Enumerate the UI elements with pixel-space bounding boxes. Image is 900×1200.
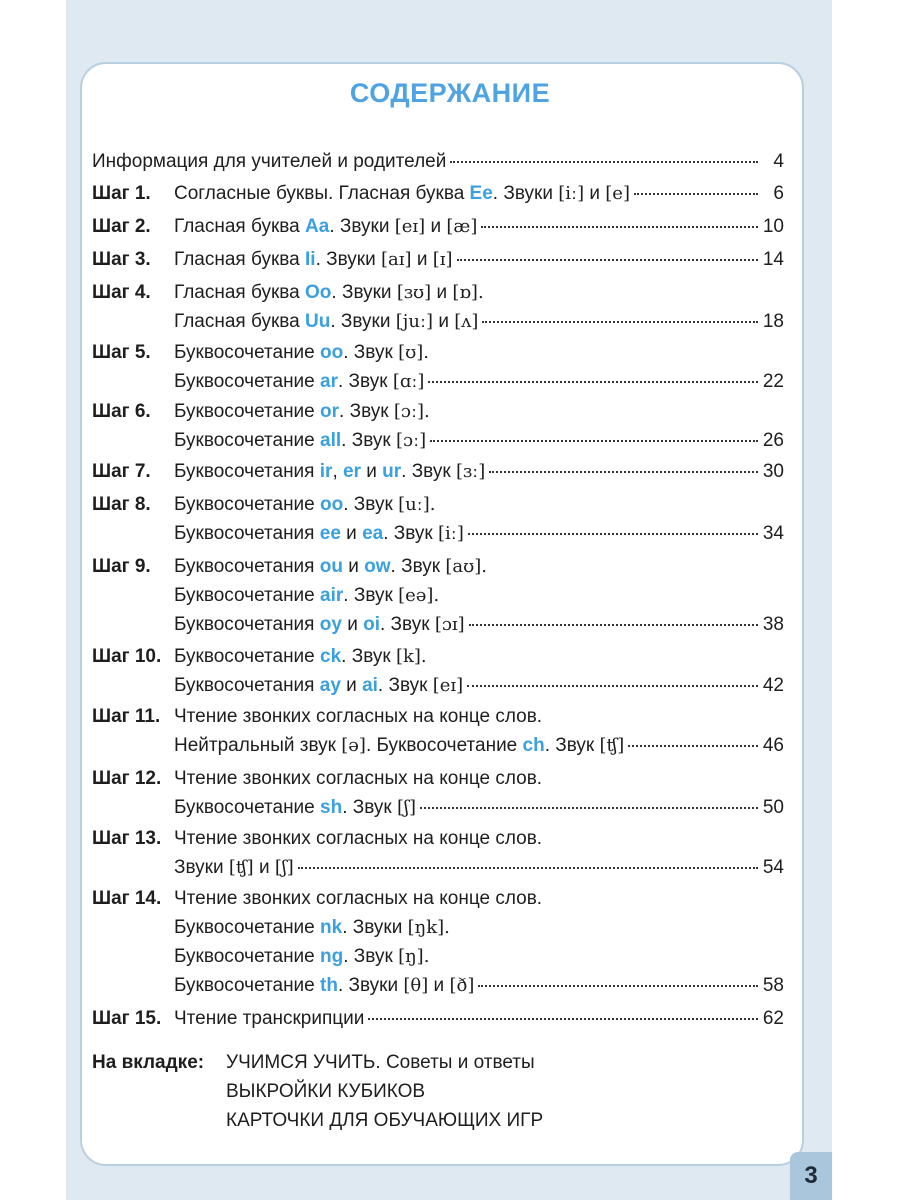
toc-entry-text: Гласная буква Uu. Звуки [juː] и [ʌ] [174, 311, 479, 332]
step-label: Шаг 7. [92, 461, 151, 482]
toc-entry-text: Буквосочетание ck. Звук [k]. [174, 646, 427, 667]
toc-entry-text: Буквосочетание ng. Звук [ŋ]. [174, 946, 430, 967]
leader-dots [368, 1018, 758, 1020]
page-ref: 6 [773, 183, 784, 204]
toc-entry-step-14 [92, 888, 784, 918]
step-label: Шаг 3. [92, 249, 151, 270]
toc-entry-text: Чтение звонких согласных на конце слов. [174, 828, 543, 849]
page-ref: 30 [762, 461, 784, 482]
toc-entry-step-9-cont2 [92, 614, 784, 644]
leader-dots [428, 381, 758, 383]
page-ref: 26 [762, 430, 784, 451]
step-label: Шаг 8. [92, 494, 151, 515]
step-label: Шаг 12. [92, 768, 162, 789]
step-label: Шаг 11. [92, 706, 161, 727]
toc-entry-text: Согласные буквы. Гласная буква Ee. Звуки [iː] и [e] [174, 183, 630, 204]
toc-entry-text: Буквосочетания ee и ea. Звук [iː] [174, 523, 464, 544]
page-ref: 34 [762, 523, 784, 544]
toc-entry-text: Буквосочетание ar. Звук [ɑː] [174, 371, 425, 392]
toc-entry-text: Чтение звонких согласных на конце слов. [174, 768, 543, 789]
leader-dots [420, 807, 758, 809]
toc-entry-text: Буквосочетания ay и ai. Звук [eɪ] [174, 675, 464, 696]
toc-entry-step-11 [92, 706, 784, 736]
page-ref: 54 [762, 857, 784, 878]
toc-entry-step-8-cont [92, 523, 784, 553]
toc-entry-step-12-cont [92, 797, 784, 827]
leader-dots [450, 161, 758, 163]
toc-entry-text: Буквосочетание oo. Звук [ʊ]. [174, 342, 429, 363]
page-number-tab [790, 1152, 832, 1200]
toc-entry-step-4-cont [92, 311, 784, 341]
leader-dots [467, 685, 758, 687]
toc-entry-step-14-cont3 [92, 975, 784, 1005]
toc-entry-step-9-cont1 [92, 585, 784, 615]
page-ref: 38 [762, 614, 784, 635]
toc-entry-step-4 [92, 282, 784, 312]
toc-entry-text: Информация для учителей и родителей [92, 151, 447, 172]
toc-entry-text: Буквосочетание all. Звук [ɔː] [174, 430, 427, 451]
toc-entry-text: Буквосочетания ou и ow. Звук [aʊ]. [174, 556, 488, 577]
page-ref: 4 [773, 151, 784, 172]
toc-entry-text: Гласная буква Aa. Звуки [eɪ] и [æ] [174, 216, 478, 237]
leader-dots [628, 745, 758, 747]
step-label: Шаг 14. [92, 888, 162, 909]
toc-entry-text: Буквосочетание oo. Звук [uː]. [174, 494, 436, 515]
toc-entry-step-14-cont2 [92, 946, 784, 976]
step-label: Шаг 1. [92, 183, 151, 204]
toc-entry-text: Гласная буква Oo. Звуки [ɜʊ] и [ɒ]. [174, 282, 484, 303]
page-number: 3 [804, 1162, 818, 1189]
toc-entry-step-3 [92, 249, 784, 279]
toc-entry-step-1 [92, 183, 784, 213]
toc-entry-text: Гласная буква Ii. Звуки [aɪ] и [ɪ] [174, 249, 453, 270]
leader-dots [481, 226, 758, 228]
insert-item: УЧИМСЯ УЧИТЬ. Советы и ответы [226, 1052, 535, 1073]
leader-dots [469, 624, 758, 626]
insert-item: ВЫКРОЙКИ КУБИКОВ [226, 1081, 426, 1102]
page-ref: 10 [762, 216, 784, 237]
toc-entry-step-12 [92, 768, 784, 798]
toc-entry-step-10-cont [92, 675, 784, 705]
step-label: Шаг 9. [92, 556, 151, 577]
page-ref: 42 [762, 675, 784, 696]
page-ref: 50 [762, 797, 784, 818]
toc-entry-step-15 [92, 1008, 784, 1038]
toc-entry-text: Чтение транскрипции [174, 1008, 365, 1029]
toc-entry-step-14-cont1 [92, 917, 784, 947]
toc-entry-text: Буквосочетание or. Звук [ɔː]. [174, 401, 430, 422]
toc-entry-step-8 [92, 494, 784, 524]
toc-entry-text: Звуки [ʧ] и [ʃ] [174, 857, 294, 878]
toc-entry-text: Буквосочетания oy и oi. Звук [ɔɪ] [174, 614, 465, 635]
toc-entry-step-11-cont [92, 735, 784, 765]
toc-entry-text: Буквосочетание sh. Звук [ʃ] [174, 797, 416, 818]
toc-entry-step-6 [92, 401, 784, 431]
toc-entry-text: Буквосочетание nk. Звуки [ŋk]. [174, 917, 450, 938]
step-label: Шаг 4. [92, 282, 151, 303]
toc-entry-text: Буквосочетание air. Звук [eə]. [174, 585, 440, 606]
toc-entry-text: Чтение звонких согласных на конце слов. [174, 888, 543, 909]
toc-entry-step-2 [92, 216, 784, 246]
toc-entry-intro [92, 151, 784, 181]
step-label: Шаг 5. [92, 342, 151, 363]
page-ref: 22 [762, 371, 784, 392]
toc-entry-step-5 [92, 342, 784, 372]
toc-entry-step-10 [92, 646, 784, 676]
leader-dots [489, 471, 758, 473]
toc-entry-step-7 [92, 461, 784, 491]
leader-dots [468, 533, 758, 535]
toc-entry-step-6-cont [92, 430, 784, 460]
toc-entry-step-5-cont [92, 371, 784, 401]
step-label: Шаг 2. [92, 216, 151, 237]
step-label: Шаг 13. [92, 828, 162, 849]
leader-dots [430, 440, 758, 442]
insert-item: КАРТОЧКИ ДЛЯ ОБУЧАЮЩИХ ИГР [226, 1110, 544, 1131]
leader-dots [482, 321, 758, 323]
page-ref: 18 [762, 311, 784, 332]
step-label: Шаг 6. [92, 401, 151, 422]
step-label: Шаг 15. [92, 1008, 162, 1029]
page-ref: 46 [762, 735, 784, 756]
page-ref: 58 [762, 975, 784, 996]
toc-entry-step-9 [92, 556, 784, 586]
toc-entry-text: Чтение звонких согласных на конце слов. [174, 706, 543, 727]
toc-entry-step-13-cont [92, 857, 784, 887]
step-label: Шаг 10. [92, 646, 162, 667]
toc-entry-step-13 [92, 828, 784, 858]
toc-entry-text: Буквосочетание th. Звуки [θ] и [ð] [174, 975, 475, 996]
leader-dots [298, 867, 758, 869]
page-ref: 62 [762, 1008, 784, 1029]
insert-label: На вкладке: [92, 1052, 205, 1073]
page-title: СОДЕРЖАНИЕ [349, 78, 551, 108]
toc-entry-text: Буквосочетания ir, er и ur. Звук [ɜː] [174, 461, 486, 482]
leader-dots [634, 193, 758, 195]
leader-dots [457, 259, 758, 261]
toc-entry-text: Нейтральный звук [ə]. Буквосочетание ch. Звук [ʧ] [174, 735, 625, 756]
leader-dots [478, 985, 758, 987]
page-ref: 14 [762, 249, 784, 270]
